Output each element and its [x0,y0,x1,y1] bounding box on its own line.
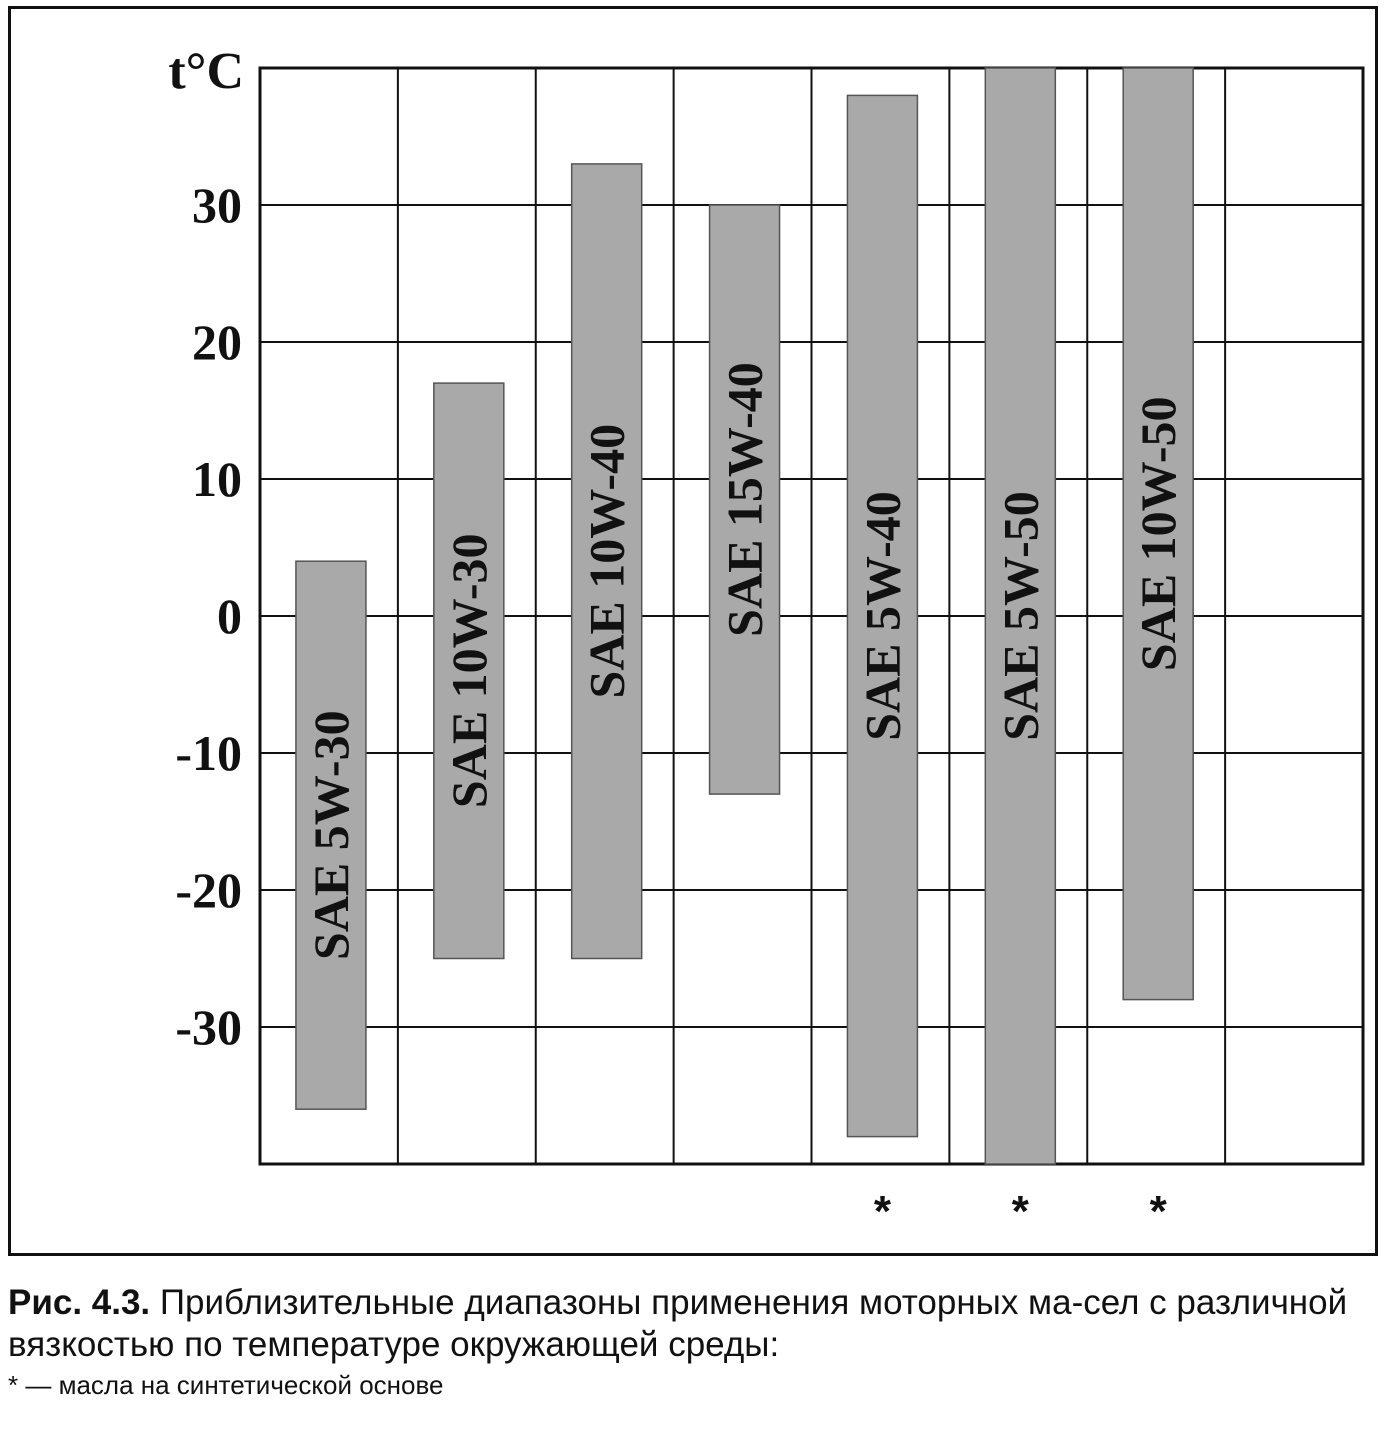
grid [260,68,1363,1164]
ytick-label: -30 [175,999,242,1055]
synthetic-marker: * [1149,1187,1167,1236]
synthetic-marker: * [1011,1187,1029,1236]
ytick-label: -20 [175,862,242,918]
bar-label: SAE 10W-50 [1130,396,1187,672]
bar-label: SAE 10W-40 [578,423,635,699]
caption-note: * — масла на синтетической основе [8,1370,444,1400]
synthetic-marker: * [873,1187,891,1236]
bar-label: SAE 15W-40 [716,362,773,637]
bar-label: SAE 10W-30 [440,533,497,809]
ytick-label: 10 [192,451,242,507]
figure-caption [8,1282,1378,1402]
ytick-label: 30 [192,177,242,233]
bar-label: SAE 5W-30 [302,710,359,960]
caption-text: Приблизительные диапазоны применения моторных ма-сел с различной вязкостью по температуре окружающей среды: [8,1283,1348,1364]
ytick-label: -10 [175,725,242,781]
caption-prefix: Рис. 4.3. [8,1283,151,1322]
ytick-label: 20 [192,314,242,370]
axis-unit-label: t°C [168,43,244,100]
ytick-label: 0 [217,588,242,644]
bar-label: SAE 5W-50 [992,491,1049,741]
bar-label: SAE 5W-40 [854,491,911,741]
